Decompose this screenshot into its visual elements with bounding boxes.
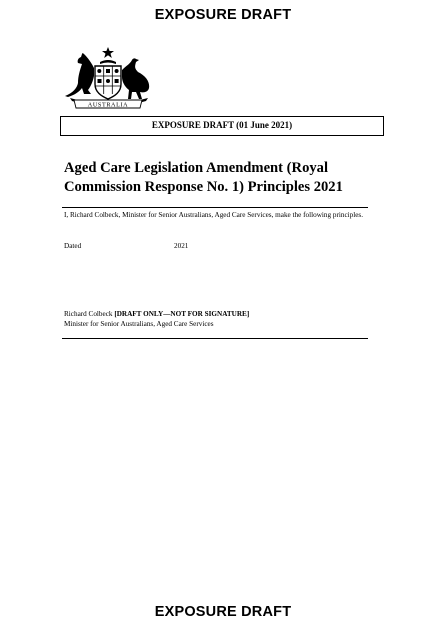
- page-title: Aged Care Legislation Amendment (Royal Commission Response No. 1) Principles 2021: [64, 160, 343, 195]
- dated-year: 2021: [174, 242, 189, 250]
- signatory-draft-note: [DRAFT ONLY—NOT FOR SIGNATURE]: [114, 310, 250, 318]
- exposure-draft-date-box: [60, 116, 384, 136]
- signatory-block: [64, 309, 249, 329]
- draft-box-text: EXPOSURE DRAFT (01 June 2021): [151, 120, 293, 130]
- footer-exposure-draft: EXPOSURE DRAFT: [154, 604, 292, 620]
- signatory-name: Richard Colbeck: [64, 310, 113, 318]
- signatory-position: Minister for Senior Australians, Aged Care Services: [64, 320, 214, 328]
- divider-top: [62, 207, 368, 208]
- making-statement: I, Richard Colbeck, Minister for Senior Australians, Aged Care Services, make the following principles.: [64, 211, 364, 219]
- emblem-banner-text: AUSTRALIA: [87, 101, 129, 109]
- divider-bottom: [62, 338, 368, 339]
- coat-of-arms-icon: [60, 46, 156, 112]
- dated-label: Dated: [64, 242, 82, 250]
- header-exposure-draft: EXPOSURE DRAFT: [154, 7, 292, 23]
